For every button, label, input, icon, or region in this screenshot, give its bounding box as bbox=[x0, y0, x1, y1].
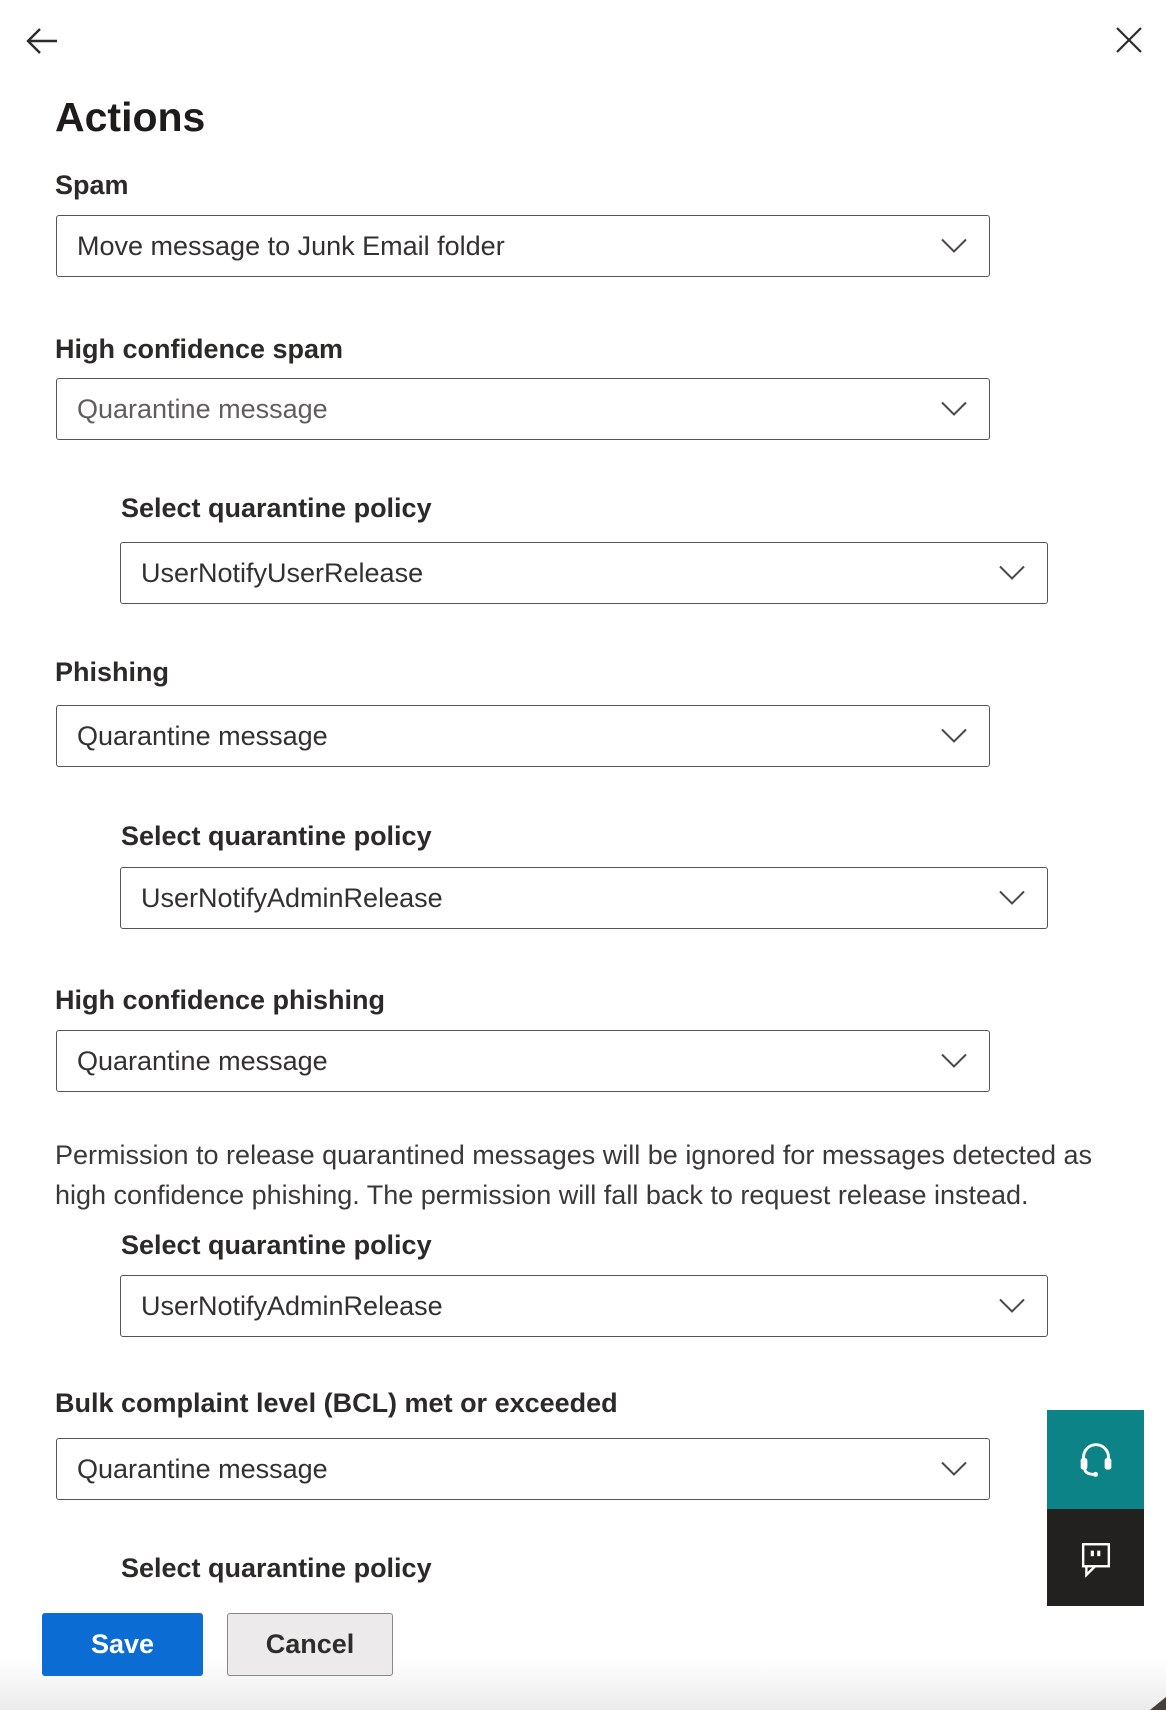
hcp-quarantine-policy-label: Select quarantine policy bbox=[121, 1230, 432, 1260]
chevron-down-icon bbox=[941, 729, 967, 744]
bulk-complaint-action-dropdown[interactable] bbox=[56, 1438, 990, 1500]
chevron-down-icon bbox=[941, 1462, 967, 1477]
hcp-permission-note bbox=[55, 1135, 1145, 1215]
chevron-down-icon bbox=[999, 891, 1025, 906]
bulk-quarantine-policy-label: Select quarantine policy bbox=[121, 1553, 432, 1583]
high-confidence-spam-action-value: Quarantine message bbox=[77, 393, 328, 424]
phishing-quarantine-policy-dropdown[interactable] bbox=[120, 867, 1048, 929]
chevron-down-icon bbox=[941, 1054, 967, 1069]
phishing-quarantine-policy-value: UserNotifyAdminRelease bbox=[141, 882, 443, 913]
feedback-icon bbox=[1074, 1535, 1118, 1581]
footer-bar bbox=[0, 1588, 1166, 1710]
close-button[interactable] bbox=[1114, 25, 1144, 55]
back-arrow-icon bbox=[24, 48, 60, 63]
spam-label: Spam bbox=[55, 170, 129, 200]
hcp-quarantine-policy-dropdown[interactable] bbox=[120, 1275, 1048, 1337]
high-confidence-spam-action-dropdown[interactable] bbox=[56, 378, 990, 440]
chevron-down-icon bbox=[941, 402, 967, 417]
spam-action-dropdown[interactable] bbox=[56, 215, 990, 277]
chevron-down-icon bbox=[999, 566, 1025, 581]
high-confidence-phishing-action-value: Quarantine message bbox=[77, 1045, 328, 1076]
phishing-action-value: Quarantine message bbox=[77, 720, 328, 751]
phishing-action-dropdown[interactable] bbox=[56, 705, 990, 767]
page-title: Actions bbox=[55, 94, 206, 140]
feedback-button[interactable] bbox=[1047, 1509, 1144, 1606]
hcs-quarantine-policy-dropdown[interactable] bbox=[120, 542, 1048, 604]
close-icon bbox=[1115, 42, 1143, 57]
save-button[interactable]: Save bbox=[42, 1613, 203, 1676]
hcs-quarantine-policy-label: Select quarantine policy bbox=[121, 493, 432, 523]
phishing-quarantine-policy-label: Select quarantine policy bbox=[121, 821, 432, 851]
spam-action-value: Move message to Junk Email folder bbox=[77, 230, 505, 261]
high-confidence-phishing-label: High confidence phishing bbox=[55, 985, 385, 1015]
note-line-2: high confidence phishing. The permission will fall back to request release instead. bbox=[55, 1180, 1029, 1210]
bulk-complaint-label: Bulk complaint level (BCL) met or exceeded bbox=[55, 1388, 618, 1418]
corner-resize-handle bbox=[1150, 1697, 1166, 1710]
bulk-complaint-action-value: Quarantine message bbox=[77, 1453, 328, 1484]
back-button[interactable] bbox=[24, 24, 60, 60]
hcp-quarantine-policy-value: UserNotifyAdminRelease bbox=[141, 1290, 443, 1321]
cancel-button[interactable]: Cancel bbox=[227, 1613, 393, 1676]
high-confidence-phishing-action-dropdown[interactable] bbox=[56, 1030, 990, 1092]
chevron-down-icon bbox=[999, 1299, 1025, 1314]
support-button[interactable] bbox=[1047, 1410, 1144, 1509]
headset-icon bbox=[1073, 1436, 1119, 1484]
chevron-down-icon bbox=[941, 239, 967, 254]
hcs-quarantine-policy-value: UserNotifyUserRelease bbox=[141, 557, 424, 588]
phishing-label: Phishing bbox=[55, 657, 169, 687]
note-line-1: Permission to release quarantined messages will be ignored for messages detected as bbox=[55, 1140, 1093, 1170]
high-confidence-spam-label: High confidence spam bbox=[55, 334, 344, 364]
